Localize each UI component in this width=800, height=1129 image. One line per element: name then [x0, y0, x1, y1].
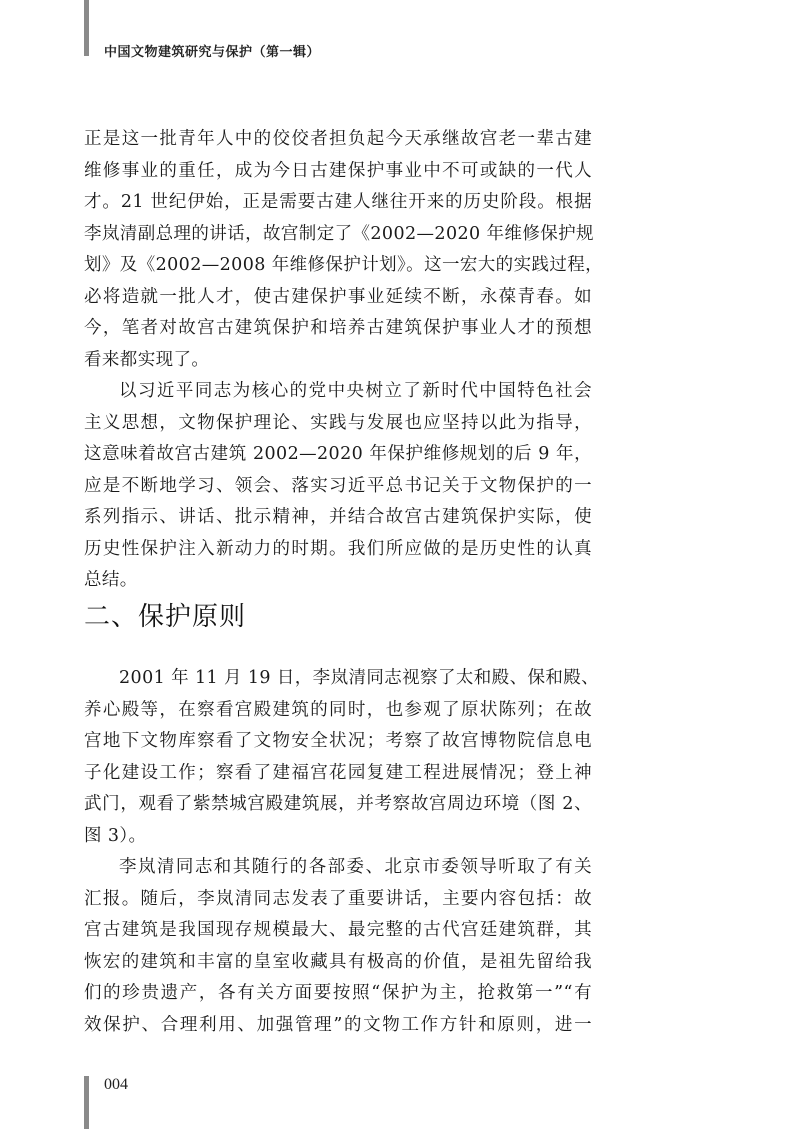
footer-rule: [84, 1076, 89, 1129]
text-line: 主义思想，文物保护理论、实践与发展也应坚持以此为指导，: [84, 412, 592, 433]
paragraph-1: [84, 124, 604, 376]
text-line: 系列指示、讲话、批示精神，并结合故宫古建筑保护实际，使: [84, 507, 592, 527]
text-line: 看来都实现了。: [84, 349, 210, 370]
text-line: 图 3）。: [84, 825, 147, 846]
paragraph-2: [84, 376, 592, 597]
text-line: 恢宏的建筑和丰富的皇室收藏具有极高的价值，是祖先留给我: [84, 951, 592, 972]
text-line: 正是这一批青年人中的佼佼者担负起今天承继故宫老一辈古建: [84, 129, 592, 149]
text-line: 效保护、合理利用、加强管理”的文物工作方针和原则，进一: [84, 1014, 592, 1035]
text-line: 养心殿等，在察看宫殿建筑的同时，也参观了原状陈列；在故: [84, 699, 592, 720]
text-line: 今，笔者对故宫古建筑保护和培养古建筑保护事业人才的预想: [84, 318, 592, 338]
header-rule: [84, 0, 89, 56]
running-head-title: 中国文物建筑研究与保护（第一辑）: [104, 45, 321, 60]
text-line: 以习近平同志为核心的党中央树立了新时代中国特色社会: [119, 381, 592, 401]
text-line: 宫古建筑是我国现存规模最大、最完整的古代宫廷建筑群，其: [84, 920, 592, 940]
text-line: 这意味着故宫古建筑 2002—2020 年保护维修规划的后 9 年，: [84, 444, 592, 464]
text-line: 宫地下文物库察看了文物安全状况；考察了故宫博物院信息电: [84, 731, 592, 751]
text-line: 子化建设工作；察看了建福宫花园复建工程进展情况；登上神: [84, 762, 592, 783]
paragraph-4: [84, 852, 592, 1041]
body-text-top: [84, 124, 604, 597]
text-line: 李岚清副总理的讲话，故宫制定了《2002—2020 年维修保护规: [84, 223, 594, 244]
text-line: 2001 年 11 月 19 日，李岚清同志视察了太和殿、保和殿、: [119, 668, 600, 688]
section-heading: 二、保护原则: [84, 602, 247, 632]
text-line: 维修事业的重任，成为今日古建保护事业中不可或缺的一代人: [84, 160, 592, 181]
body-text-bottom: [84, 663, 600, 1041]
text-line: 们的珍贵遗产，各有关方面要按照“保护为主，抢救第一”“有: [84, 983, 592, 1003]
text-line: 汇报。随后，李岚清同志发表了重要讲话，主要内容包括：故: [84, 888, 592, 909]
page-number: 004: [104, 1076, 128, 1093]
paragraph-3: [84, 663, 600, 852]
text-line: 划》及《2002—2008 年维修保护计划》。这一宏大的实践过程，: [84, 255, 604, 275]
text-line: 应是不断地学习、领会、落实习近平总书记关于文物保护的一: [84, 475, 592, 496]
text-line: 总结。: [84, 570, 138, 590]
text-line: 必将造就一批人才，使古建保护事业延续不断，永葆青春。如: [84, 286, 592, 307]
text-line: 才。21 世纪伊始，正是需要古建人继往开来的历史阶段。根据: [84, 192, 592, 212]
text-line: 历史性保护注入新动力的时期。我们所应做的是历史性的认真: [84, 538, 592, 559]
text-line: 武门，观看了紫禁城宫殿建筑展，并考察故宫周边环境（图 2、: [84, 794, 592, 814]
text-line: 李岚清同志和其随行的各部委、北京市委领导听取了有关: [119, 857, 592, 877]
